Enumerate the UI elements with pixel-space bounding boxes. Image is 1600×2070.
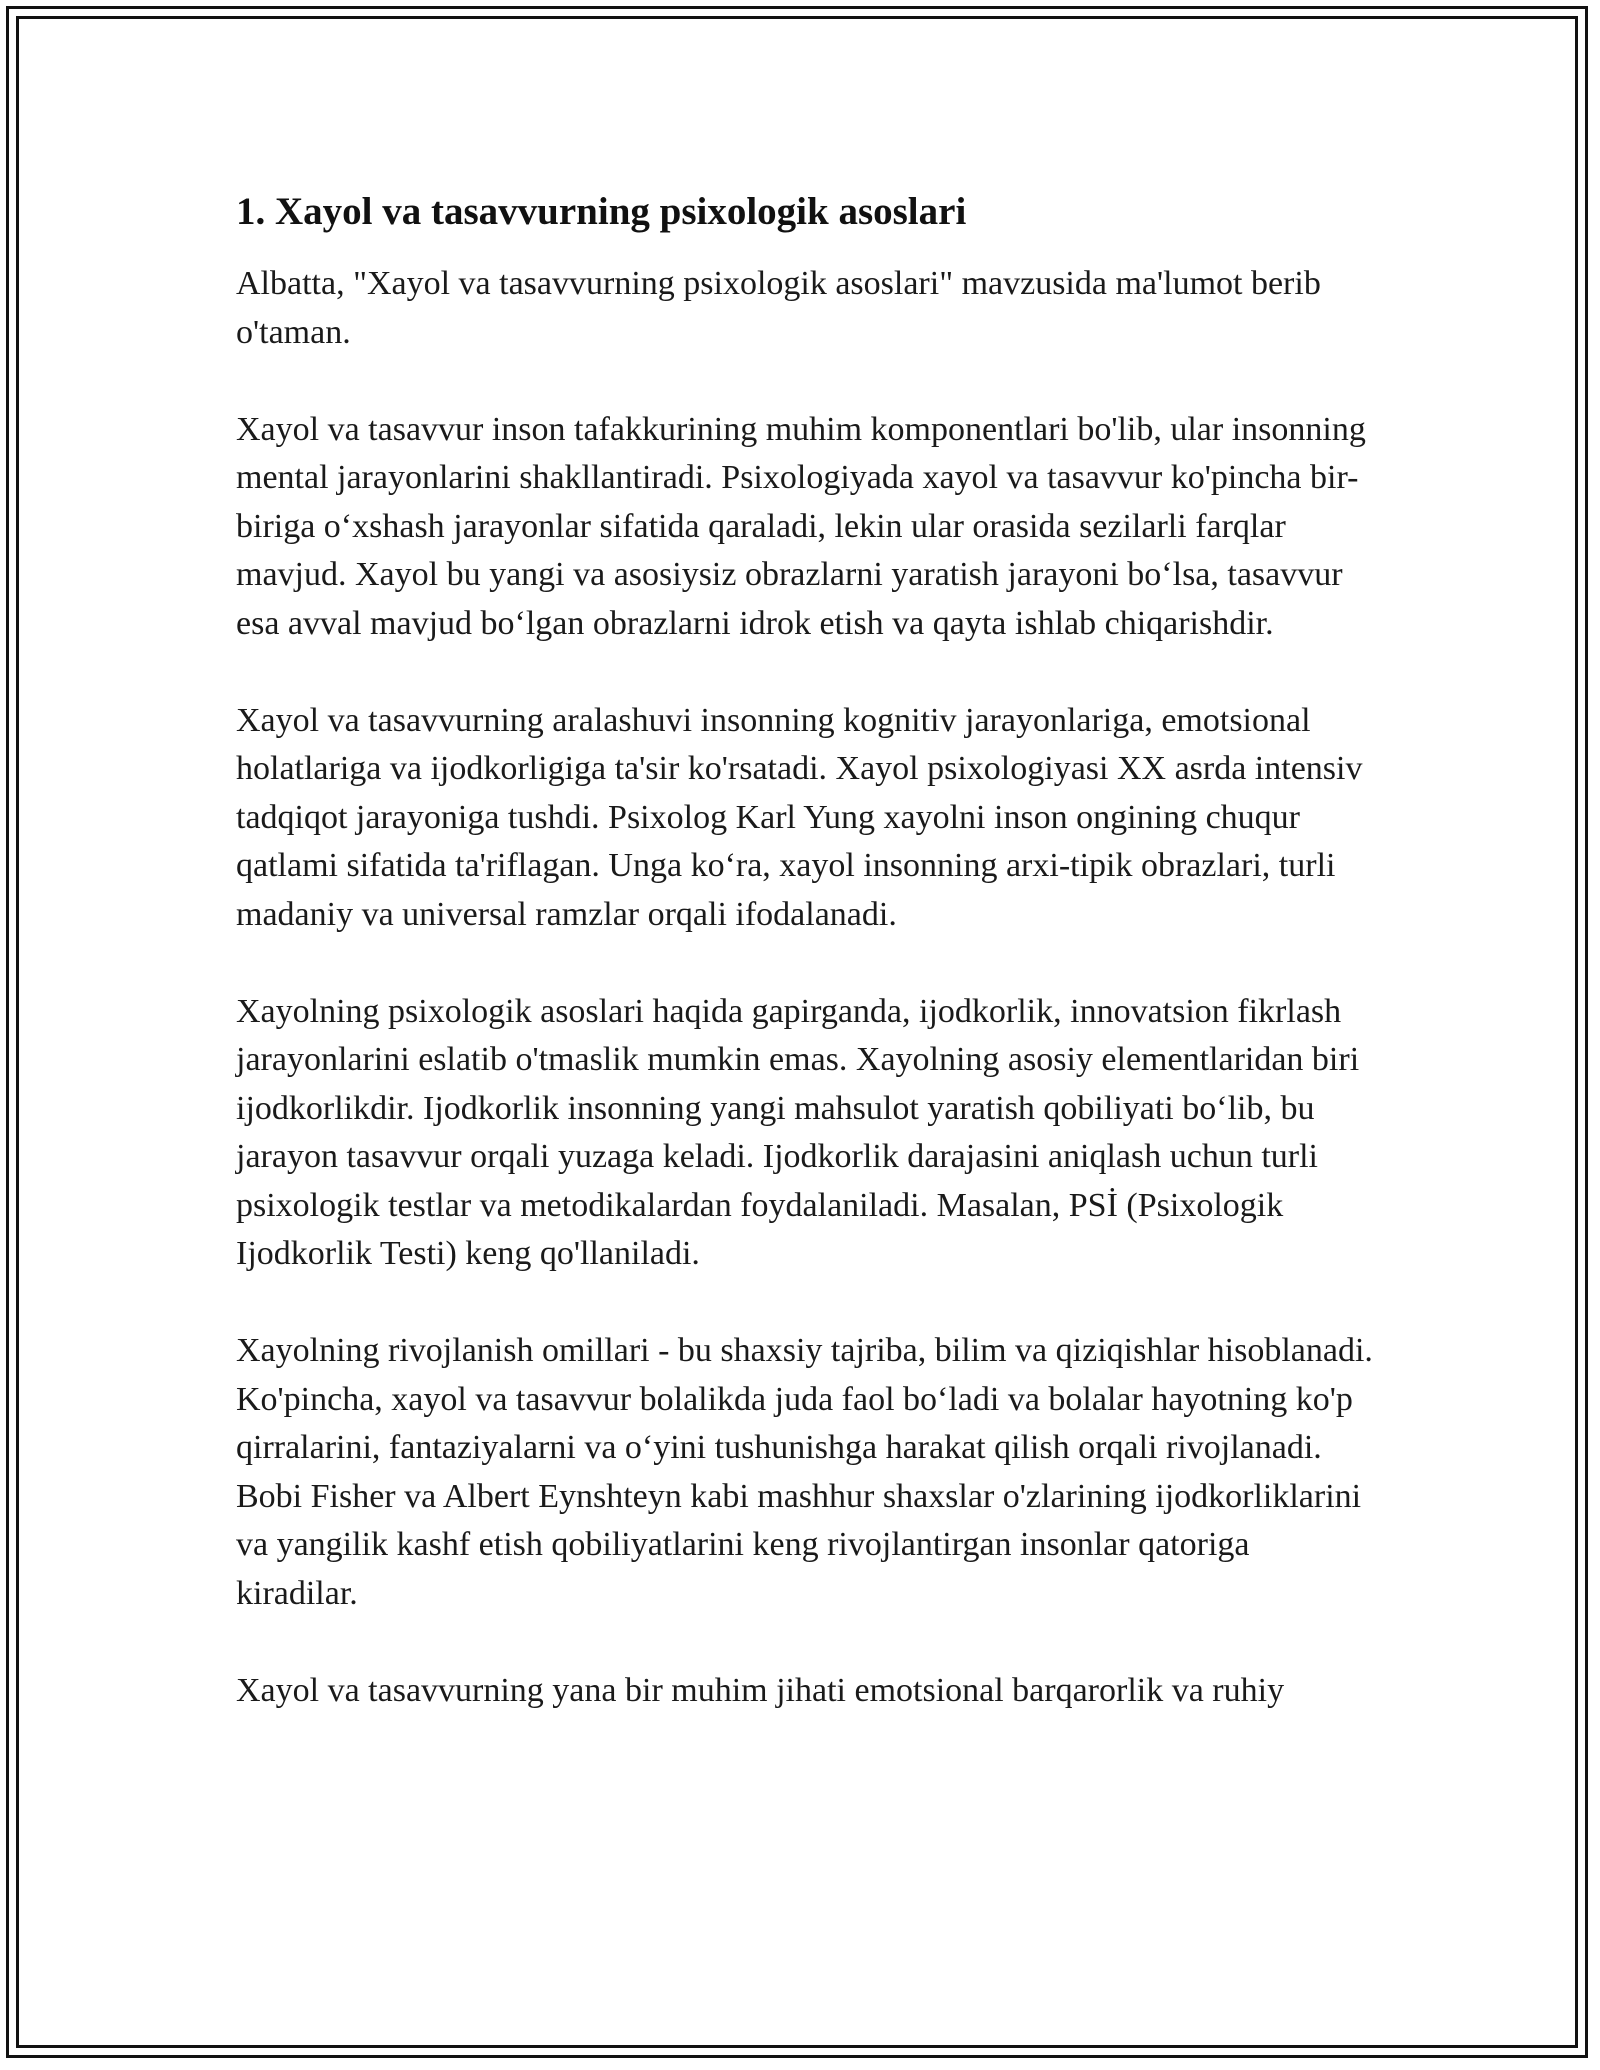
section-heading: 1. Xayol va tasavvurning psixologik asoslari (236, 190, 967, 233)
paragraph-emotional: Xayol va tasavvurning yana bir muhim jihati emotsional barqarorlik va ruhiy (236, 1671, 1285, 1709)
paragraph-creativity: Xayolning psixologik asoslari haqida gapirganda, ijodkorlik, innovatsion fikrlash jarayonlarini eslatib o'tmaslik mumkin emas. Xayolning asosiy elementlaridan biri ijodkorlikdir. Ijodkorlik insonning yangi mahsulot yaratish qobiliyati bo‘lib, bu jarayon tasavvur orqali yuzaga keladi. Ijodkorlik darajasini aniqlash uchun turli psixologik testlar va metodikalardan foydalaniladi. Masalan, PSİ (Psixologik Ijodkorlik Testi) keng qo'llaniladi. (236, 992, 1360, 1272)
paragraph-development: Xayolning rivojlanish omillari - bu shaxsiy tajriba, bilim va qiziqishlar hisoblanadi. Ko'pincha, xayol va tasavvur bolalikda juda faol bo‘ladi va bolalar hayotning ko'p qirralarini, fantaziyalarni va o‘yini tushunishga harakat qilish orqali rivojlanadi. Bobi Fisher va Albert Eynshteyn kabi mashhur shaxslar o'zlarining ijodkorliklarini va yangilik kashf etish qobiliyatlarini keng rivojlantirgan insonlar qatoriga kiradilar. (236, 1332, 1373, 1612)
paragraph-definition: Xayol va tasavvur inson tafakkurining muhim komponentlari bo'lib, ular insonning mental jarayonlarini shakllantiradi. Psixologiyada xayol va tasavvur ko'pincha bir-biriga o‘xshash jarayonlar sifatida qaraladi, lekin ular orasida sezilarli farqlar mavjud. Xayol bu yangi va asosiysiz obrazlarni yaratish jarayoni bo‘lsa, tasavvur esa avval mavjud bo‘lgan obrazlarni idrok etish va qayta ishlab chiqarishdir. (236, 410, 1366, 642)
document-body (236, 184, 1376, 1764)
paragraph-cognitive: Xayol va tasavvurning aralashuvi insonning kognitiv jarayonlariga, emotsional holatlariga va ijodkorligiga ta'sir ko'rsatadi. Xayol psixologiyasi XX asrda intensiv tadqiqot jarayoniga tushdi. Psixolog Karl Yung xayolni inson ongining chuqur qatlami sifatida ta'riflagan. Unga ko‘ra, xayol insonning arxi-tipik obrazlari, turli madaniy va universal ramzlar orqali ifodalanadi. (236, 701, 1363, 933)
paragraph-intro: Albatta, "Xayol va tasavvurning psixologik asoslari" mavzusida ma'lumot berib o'taman. (236, 265, 1321, 351)
